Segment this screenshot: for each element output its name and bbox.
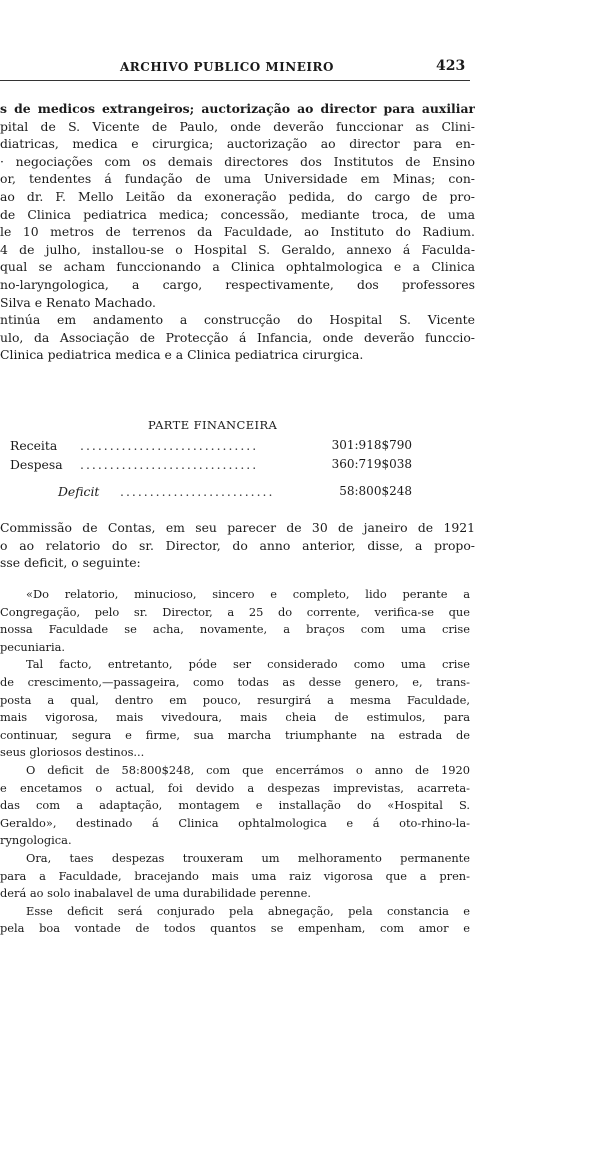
quote-line: pecuniaria. (0, 639, 66, 654)
quote-line: e encetamos o actual, foi devido a despezas imprevistas, acarreta- (0, 780, 470, 795)
financial-value: 58:800$248 (339, 484, 412, 498)
page-number: 423 (436, 58, 466, 74)
quote-line: Ora, taes despezas trouxeram um melhoramento permanente (26, 850, 470, 865)
running-title: ARCHIVO PUBLICO MINEIRO (120, 60, 334, 74)
financial-label: Receita (10, 438, 58, 453)
text-line: le 10 metros de terrenos da Faculdade, ao Instituto do Radium. (0, 224, 475, 240)
leader-dots: .............................. (80, 457, 259, 472)
quote-line: Geraldo», destinado á Clinica ophtalmologica e á oto-rhino-la- (0, 815, 470, 830)
text-line: ao dr. F. Mello Leitão da exoneração pedida, do cargo de pro- (0, 188, 475, 204)
quote-line: de crescimento,—passageira, como todas as desse genero, e, trans- (0, 674, 470, 689)
quote-line: pela boa vontade de todos quantos se empenham, com amor e (0, 921, 470, 936)
text-line: pital de S. Vicente de Paulo, onde deverão funccionar as Clini- (0, 118, 475, 134)
quote-line: Tal facto, entretanto, póde ser considerado como uma crise (26, 657, 470, 672)
financial-row-deficit (10, 484, 412, 503)
text-line: qual se acham funccionando a Clinica ophtalmologica e a Clinica (0, 259, 475, 275)
financial-label: Despesa (10, 457, 63, 472)
leader-dots: .......................... (120, 484, 275, 499)
quote-line: para a Faculdade, bracejando mais uma raiz vigorosa que a pren- (0, 868, 470, 883)
quote-line: Congregação, pelo sr. Director, a 25 do corrente, verifica-se que (0, 604, 470, 619)
quote-line: O deficit de 58:800$248, com que encerrámos o anno de 1920 (26, 762, 470, 777)
text-line: sse deficit, o seguinte: (0, 555, 141, 571)
text-line: ulo, da Associação de Protecção á Infancia, onde deverão funccio- (0, 329, 475, 345)
financial-value: 301:918$790 (331, 438, 412, 452)
financial-table (10, 438, 412, 503)
text-line: diatricas, medica e cirurgica; auctorização ao director para en- (0, 136, 475, 152)
header-divider (0, 80, 470, 81)
quote-line: ryngologica. (0, 833, 72, 848)
quoted-report (0, 585, 470, 937)
financial-section-heading: PARTE FINANCEIRA (148, 418, 278, 432)
text-line: Silva e Renato Machado. (0, 294, 156, 310)
text-line: no-laryngologica, a cargo, respectivamente, dos professores (0, 276, 475, 292)
text-line: Commissão de Contas, em seu parecer de 30 de janeiro de 1921 (0, 520, 475, 535)
text-line: o ao relatorio do sr. Director, do anno anterior, disse, a propo- (0, 537, 475, 553)
text-line: ntinúa em andamento a construcção do Hospital S. Vicente (0, 312, 475, 328)
quote-line: mais vigorosa, mais vivedoura, mais cheia de estimulos, para (0, 710, 470, 725)
text-line: or, tendentes á fundação de uma Universidade em Minas; con- (0, 171, 475, 187)
financial-value: 360:719$038 (331, 457, 412, 471)
page-header (0, 58, 470, 80)
quote-line: Esse deficit será conjurado pela abnegação, pela constancia e (26, 903, 470, 918)
quote-line: seus gloriosos destinos... (0, 745, 145, 760)
quote-line: continuar, segura e firme, sua marcha triumphante na estrada de (0, 727, 470, 742)
quote-line: «Do relatorio, minucioso, sincero e completo, lido perante a (26, 587, 470, 601)
text-line: 4 de julho, installou-se o Hospital S. Geraldo, annexo á Faculda- (0, 241, 475, 257)
text-line: · negociações com os demais directores dos Institutos de Ensino (0, 153, 475, 169)
quote-line: das com a adaptação, montagem e installação do «Hospital S. (0, 798, 470, 813)
text-line: s de medicos extrangeiros; auctorização ao director para auxiliar (0, 101, 475, 116)
leader-dots: .............................. (80, 438, 259, 453)
text-line: Clinica pediatrica medica e a Clinica pediatrica cirurgica. (0, 347, 364, 363)
text-line: de Clinica pediatrica medica; concessão, mediante troca, de uma (0, 206, 475, 222)
financial-row-despesa (10, 457, 412, 476)
financial-row-receita (10, 438, 412, 457)
financial-label: Deficit (58, 484, 100, 499)
quote-line: derá ao solo inabalavel de uma durabilidade perenne. (0, 886, 311, 901)
body-paragraphs-top (0, 100, 475, 364)
quote-line: nossa Faculdade se acha, novamente, a braços com uma crise (0, 622, 470, 637)
body-paragraphs-mid (0, 519, 475, 572)
quote-line: posta a qual, dentro em pouco, resurgirá a mesma Faculdade, (0, 692, 470, 707)
